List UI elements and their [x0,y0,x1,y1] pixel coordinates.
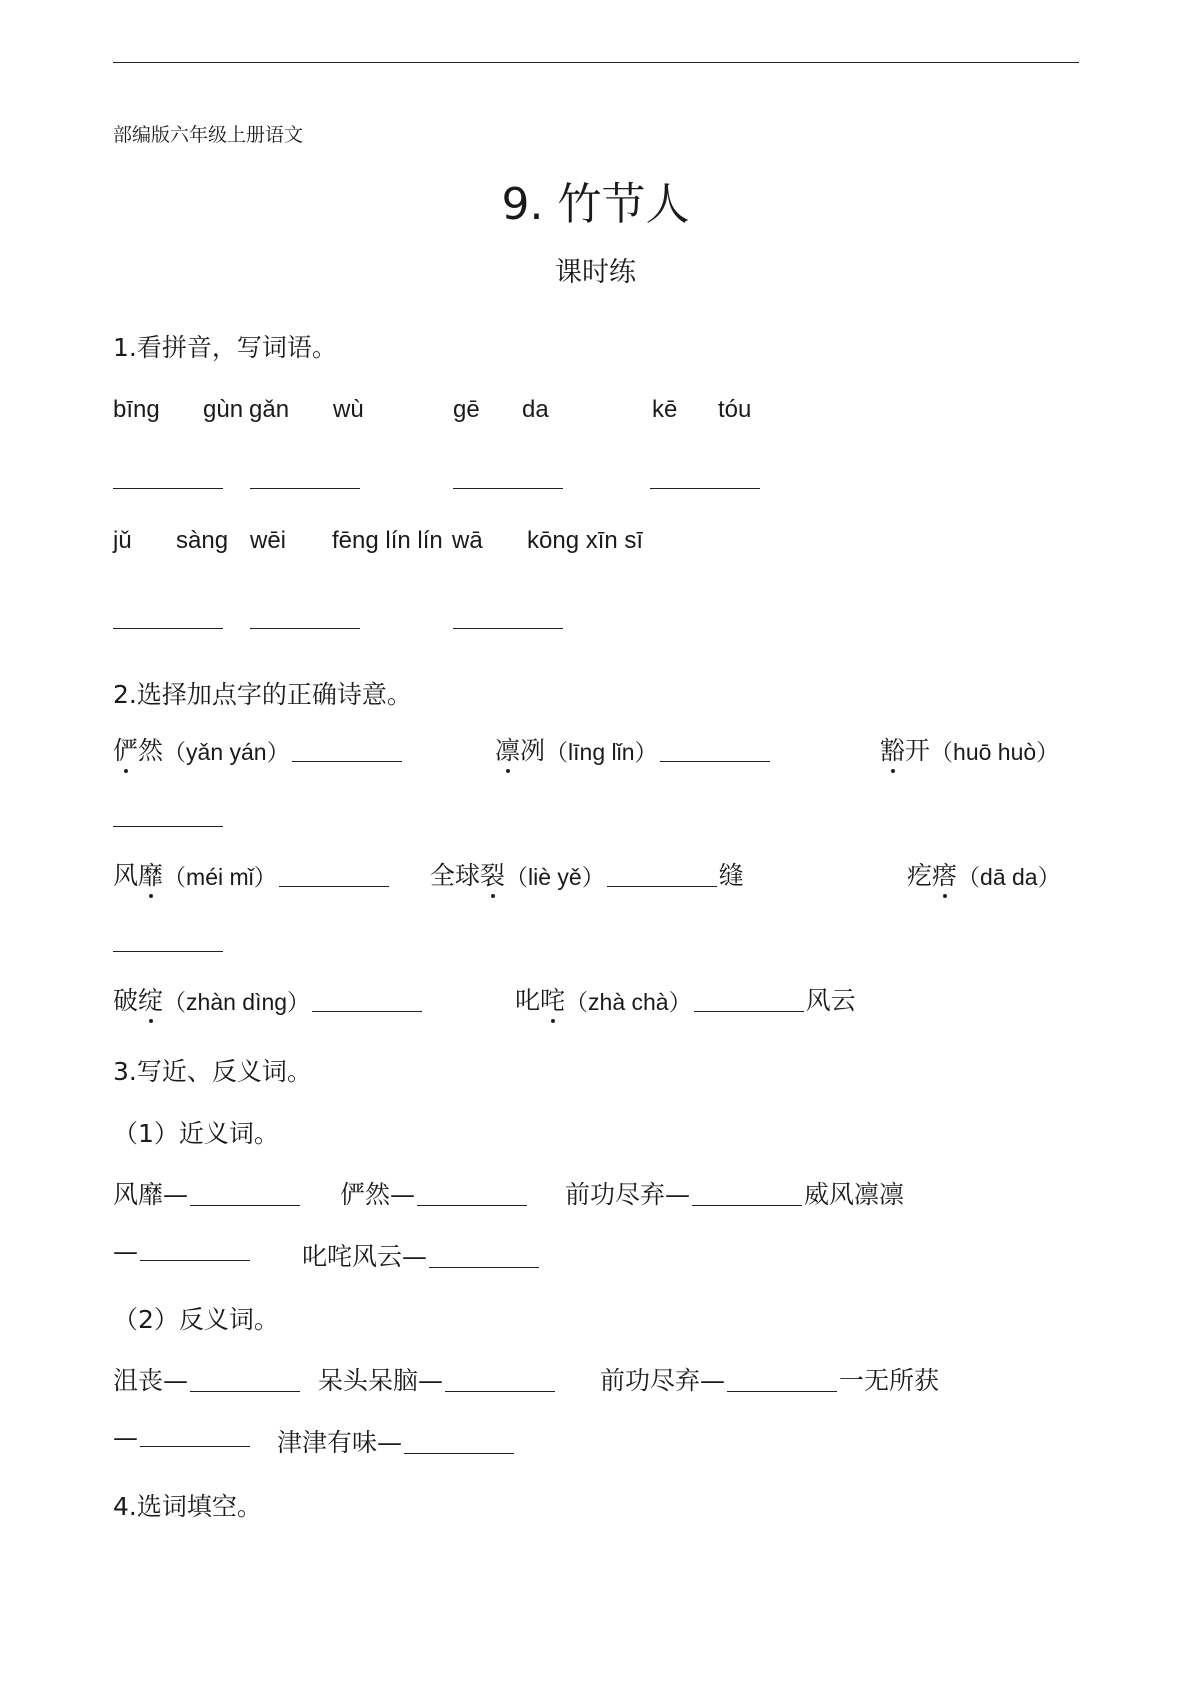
antonym-item: 津津有味— [277,1423,516,1459]
answer-blank[interactable] [190,1391,300,1392]
answer-blank[interactable] [113,951,223,952]
answer-blank[interactable] [292,761,402,762]
q1-heading: 1.看拼音，写词语。 [113,333,337,362]
answer-blank[interactable] [250,488,360,489]
pinyin-word: tóu [718,396,752,423]
answer-blank[interactable] [727,1391,837,1392]
synonym-item: 俨然— [340,1175,529,1211]
q2-item: 俨 然 （yǎn yán） [113,731,404,767]
answer-blank[interactable] [453,488,563,489]
answer-blank[interactable] [404,1453,514,1454]
answer-blank[interactable] [694,1011,804,1012]
answer-blank[interactable] [190,1205,300,1206]
answer-blank[interactable] [250,628,360,629]
pinyin-word: gùn [203,396,244,423]
q4-heading: 4.选词填空。 [113,1492,262,1521]
antonym-item: 前功尽弃— 一无所获 [600,1366,940,1395]
pinyin-word: kē [652,396,678,423]
pinyin-word: fēng lín lín [332,527,443,554]
answer-blank[interactable] [140,1260,250,1261]
course-label: 部编版六年级上册语文 [113,124,304,146]
synonym-item: — [113,1237,252,1266]
answer-blank[interactable] [113,488,223,489]
answer-blank[interactable] [429,1267,539,1268]
answer-blank[interactable] [113,628,223,629]
q2-item: 全球 裂 （liè yě） 缝 [430,856,744,892]
pinyin-word: da [522,396,549,423]
q3-sub-synonyms: （1）近义词。 [113,1119,279,1148]
answer-blank[interactable] [660,761,770,762]
answer-blank[interactable] [445,1391,555,1392]
answer-blank[interactable] [113,826,223,827]
q2-item: 豁 开 （huō huò） [880,731,1059,767]
q2-item: 疙 瘩 （dā da） [907,856,1061,892]
pinyin-word: gǎn [249,396,290,423]
pinyin-word: wù [333,396,364,423]
answer-blank[interactable] [312,1011,422,1012]
page-subtitle: 课时练 [555,257,636,288]
page-title: 9. 竹节人 [501,179,690,230]
answer-blank[interactable] [453,628,563,629]
q2-item: 风 靡 （méi mǐ） [113,856,391,892]
q3-sub-antonyms: （2）反义词。 [113,1305,279,1334]
antonym-item: — [113,1423,252,1452]
pinyin-word: kōng xīn sī [527,527,644,554]
answer-blank[interactable] [140,1446,250,1447]
pinyin-word: jǔ [113,527,132,554]
synonym-item: 前功尽弃— 威风凛凛 [565,1180,905,1209]
answer-blank[interactable] [279,886,389,887]
answer-blank[interactable] [607,886,717,887]
pinyin-word: bīng [113,396,160,423]
q2-item: 破 绽 （zhàn dìng） [113,981,424,1017]
pinyin-word: sàng [176,527,229,554]
synonym-item: 风靡— [113,1175,302,1211]
synonym-item: 叱咤风云— [302,1237,541,1273]
top-rule [113,62,1079,63]
pinyin-word: wā [452,527,483,554]
pinyin-word: wēi [250,527,287,554]
q2-item: 叱 咤 （zhà chà） 风云 [515,981,856,1017]
q2-item: 凛 冽 （līng lǐn） [495,731,772,767]
antonym-item: 呆头呆脑— [318,1361,557,1397]
answer-blank[interactable] [650,488,760,489]
answer-blank[interactable] [417,1205,527,1206]
antonym-item: 沮丧— [113,1361,302,1397]
q3-heading: 3.写近、反义词。 [113,1057,312,1086]
q2-heading: 2.选择加点字的正确诗意。 [113,680,412,709]
pinyin-word: gē [453,396,480,423]
answer-blank[interactable] [692,1205,802,1206]
